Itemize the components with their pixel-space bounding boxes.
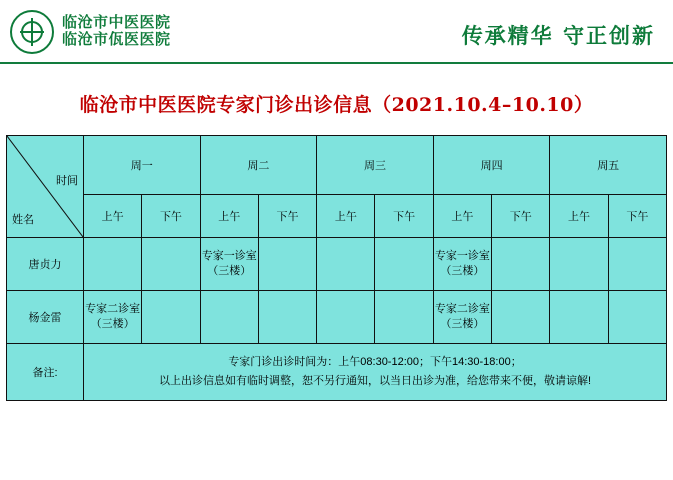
day-header-tue: 周二	[200, 136, 317, 195]
cell-r0-c0	[84, 238, 142, 291]
hospital-logo	[10, 10, 171, 54]
cell-r0-c6: 专家一诊室 （三楼）	[433, 238, 491, 291]
hospital-name-line1: 临沧市中医医院	[62, 14, 171, 32]
cell-r0-c8	[550, 238, 608, 291]
cell-r0-c4	[317, 238, 375, 291]
session-wed-am: 上午	[317, 195, 375, 238]
page-header	[0, 0, 673, 64]
day-header-fri: 周五	[550, 136, 667, 195]
session-mon-am: 上午	[84, 195, 142, 238]
session-tue-am: 上午	[200, 195, 258, 238]
cell-r0-c7	[492, 238, 550, 291]
table-row	[7, 291, 667, 344]
table-corner-cell	[7, 136, 84, 238]
table-row	[7, 238, 667, 291]
cell-r0-c9	[608, 238, 666, 291]
note-line-2: 以上出诊信息如有临时调整，恕不另行通知，以当日出诊为准，给您带来不便，敬请谅解!	[158, 375, 592, 387]
cell-r0-c5	[375, 238, 433, 291]
day-header-thu: 周四	[433, 136, 550, 195]
session-mon-pm: 下午	[142, 195, 200, 238]
session-tue-pm: 下午	[258, 195, 316, 238]
header-slogan: 传承精华 守正创新	[461, 23, 655, 48]
session-fri-am: 上午	[550, 195, 608, 238]
cell-r1-c2	[200, 291, 258, 344]
cell-r0-c2: 专家一诊室 （三楼）	[200, 238, 258, 291]
cell-r0-c1	[142, 238, 200, 291]
table-header-row-sessions	[7, 195, 667, 238]
schedule-table	[6, 135, 667, 401]
table-note-row	[7, 344, 667, 401]
cell-r1-c1	[142, 291, 200, 344]
session-wed-pm: 下午	[375, 195, 433, 238]
cell-r1-c6: 专家二诊室 （三楼）	[433, 291, 491, 344]
hospital-name	[62, 15, 171, 49]
doctor-name-0: 唐贞力	[7, 238, 84, 291]
cell-r1-c8	[550, 291, 608, 344]
schedule-table-wrap	[0, 135, 673, 401]
day-header-mon: 周一	[84, 136, 201, 195]
cell-r0-c3	[258, 238, 316, 291]
cell-r1-c7	[492, 291, 550, 344]
table-header-row-days	[7, 136, 667, 195]
hospital-cross-logo-icon	[10, 10, 54, 54]
day-header-wed: 周三	[317, 136, 434, 195]
session-thu-pm: 下午	[492, 195, 550, 238]
cell-r1-c9	[608, 291, 666, 344]
page-title: 临沧市中医医院专家门诊出诊信息（2021.10.4–10.10）	[79, 94, 594, 116]
cell-r1-c5	[375, 291, 433, 344]
logo-inner-circle-icon	[21, 21, 43, 43]
session-thu-am: 上午	[433, 195, 491, 238]
note-label: 备注:	[7, 344, 84, 401]
cell-r1-c3	[258, 291, 316, 344]
hospital-name-line2: 临沧市佤医医院	[62, 31, 171, 48]
corner-time-label: 时间	[56, 175, 78, 187]
note-line-1: 专家门诊出诊时间为：上午08:30-12:00；下午14:30-18:00；	[228, 356, 522, 369]
note-body	[84, 344, 667, 401]
cell-r1-c0: 专家二诊室 （三楼）	[84, 291, 142, 344]
doctor-name-1: 杨金雷	[7, 291, 84, 344]
cell-r1-c4	[317, 291, 375, 344]
corner-name-label: 姓名	[12, 214, 34, 226]
session-fri-pm: 下午	[608, 195, 666, 238]
